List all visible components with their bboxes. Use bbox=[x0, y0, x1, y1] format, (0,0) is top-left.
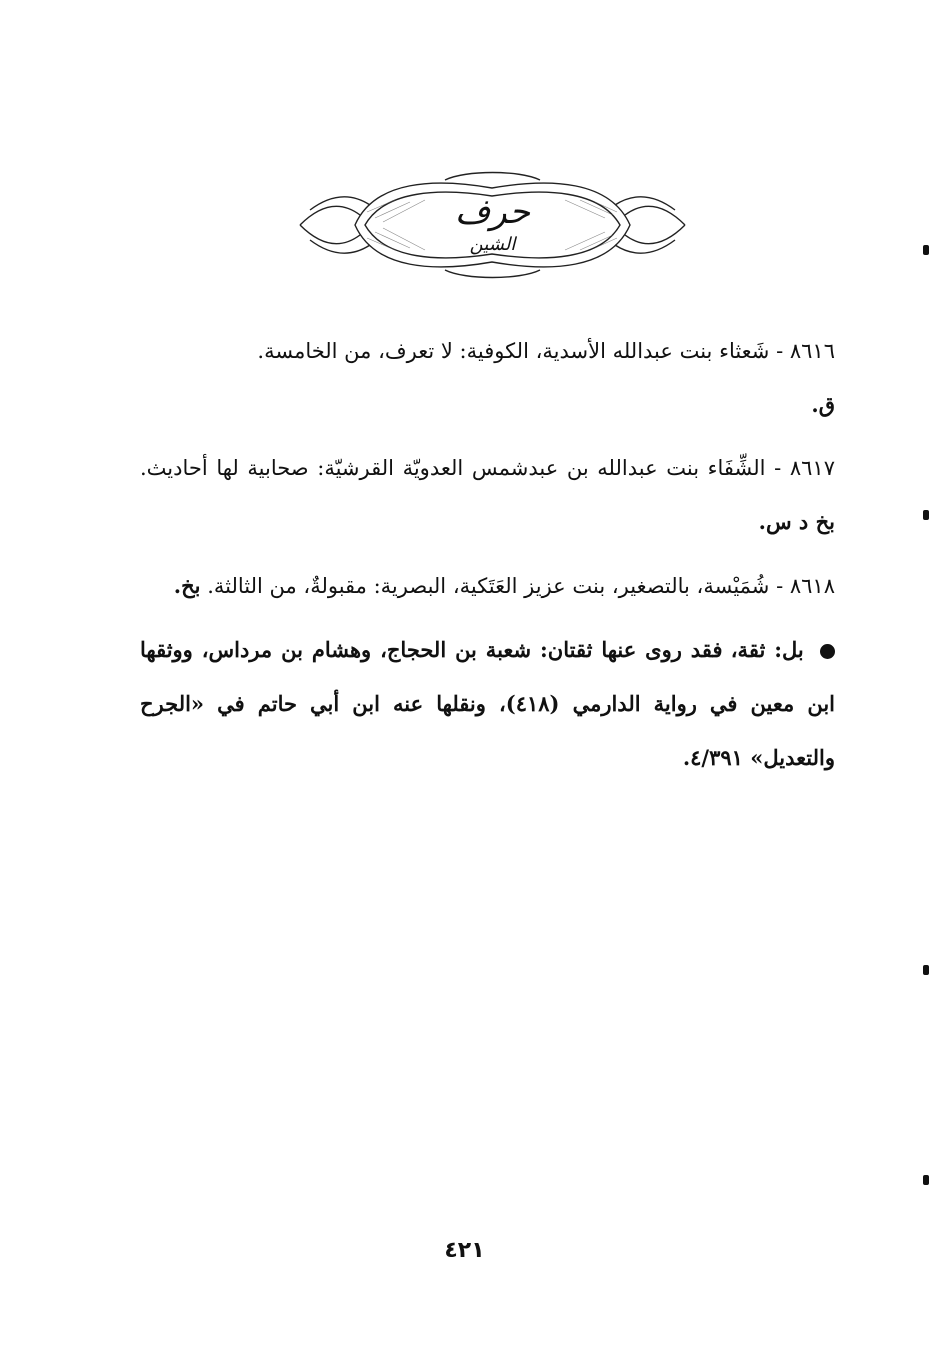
note-text: فقد روى عنها ثقتان: شعبة بن الحجاج، وهشام بن مرداس، ووثقها ابن معين في رواية الدارمي (٤١٨)، ونقلها عنه ابن أبي حاتم في «الجرح والتعديل» ٤/٣٩١. bbox=[140, 637, 835, 770]
entry-number: ٨٦١٨ bbox=[789, 574, 835, 598]
entry-text: شُمَيْسة، بالتصغير، بنت عزيز العَتَكية، البصرية: مقبولةٌ، من الثالثة. bbox=[207, 574, 770, 598]
entry-number: ٨٦١٧ bbox=[789, 456, 835, 480]
entry-8616 bbox=[140, 325, 835, 432]
entry-8618 bbox=[140, 559, 835, 613]
filled-circle-icon bbox=[820, 644, 835, 659]
entry-sigla: بخ. bbox=[173, 573, 201, 598]
edge-mark bbox=[923, 1175, 929, 1185]
entry-dash: - bbox=[769, 339, 784, 363]
entry-text: شَعثاء بنت عبدالله الأسدية، الكوفية: لا تعرف، من الخامسة. bbox=[257, 339, 770, 363]
editor-note bbox=[140, 623, 835, 785]
entry-8617 bbox=[140, 442, 835, 549]
edge-mark bbox=[923, 965, 929, 975]
edge-mark bbox=[923, 510, 929, 520]
chapter-heading-ornament bbox=[295, 170, 690, 280]
entry-sigla: بخ د س. bbox=[758, 509, 835, 534]
entry-text: الشِّفَاء بنت عبدالله بن عبدشمس العدويّة القرشيّة: صحابية لها أحاديث. bbox=[140, 456, 766, 480]
chapter-subtitle: الشين bbox=[469, 234, 516, 255]
page-number: ٤٢١ bbox=[444, 1238, 485, 1263]
note-lead: بل: ثقة، bbox=[730, 637, 804, 662]
entry-dash: - bbox=[769, 574, 784, 598]
page-body bbox=[140, 325, 835, 795]
edge-mark bbox=[923, 245, 929, 255]
entry-dash: - bbox=[765, 456, 782, 480]
entry-number: ٨٦١٦ bbox=[789, 339, 835, 363]
chapter-title: حرف bbox=[454, 192, 531, 232]
entry-sigla: ق. bbox=[811, 392, 835, 417]
